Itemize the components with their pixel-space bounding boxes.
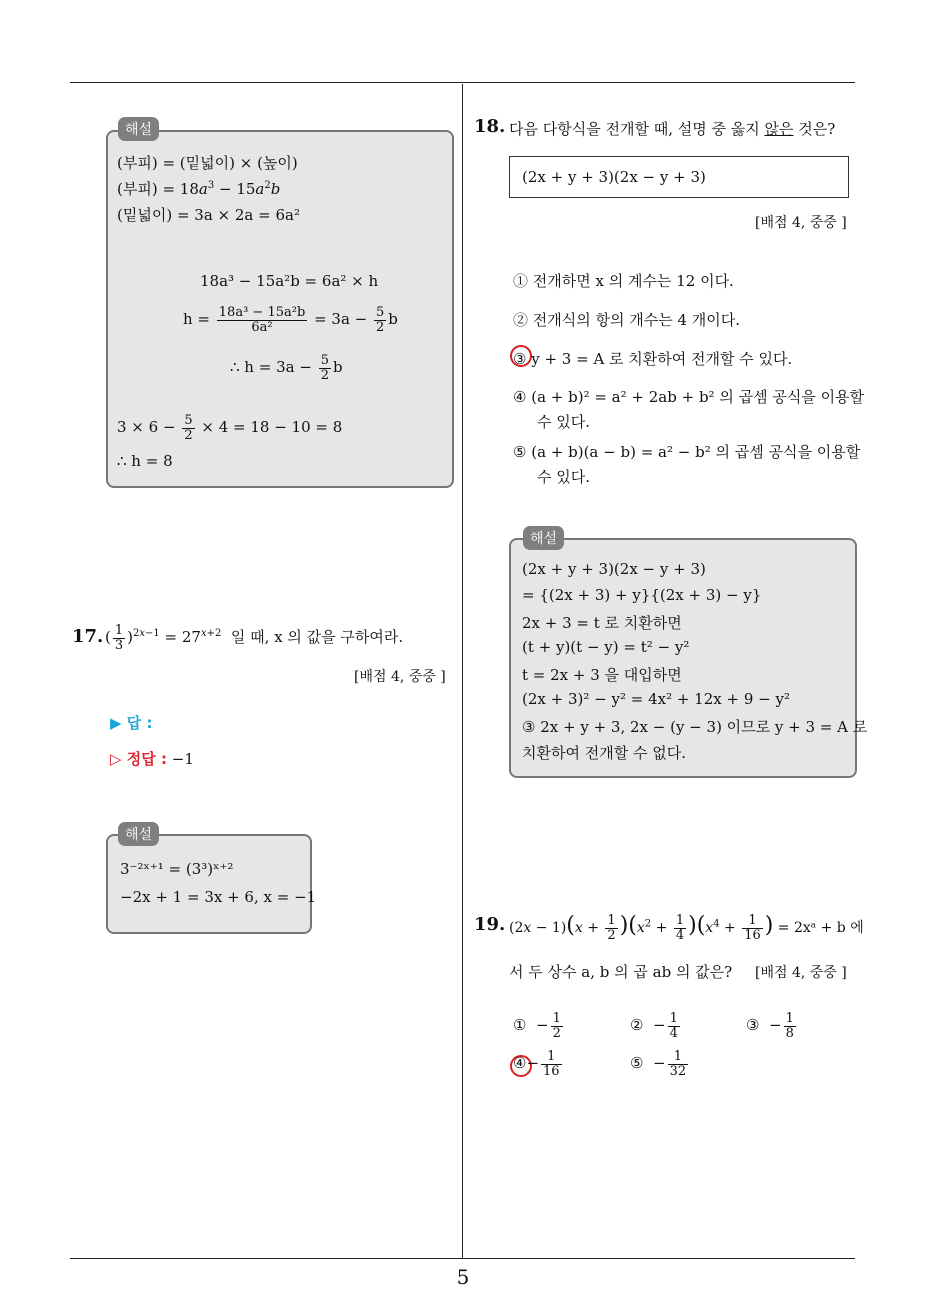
top-rule <box>70 82 855 83</box>
sol16-eq5: ∴ h = 8 <box>117 452 173 470</box>
q19-option-4[interactable]: ④− $\frac{1}{16}$ <box>513 1049 560 1079</box>
question-number: 19. <box>474 914 506 935</box>
q18-option-2[interactable]: ② 전개식의 항의 개수는 4 개이다. <box>513 311 741 329</box>
q18-score: [배점 4, 중중 ] <box>755 215 847 231</box>
sol16-eq3: ∴ h = 3a − $\frac{5}{2}$ b <box>230 353 343 383</box>
q18-option-5-cont: 수 있다. <box>537 468 591 486</box>
sol17-line2: −2x + 1 = 3x + 6, x = −1 <box>120 888 317 906</box>
q17-answer-label: ▶ 답 : <box>110 714 153 732</box>
q19-option-2[interactable]: ② − $\frac{1}{4}$ <box>630 1011 678 1041</box>
q19-option-3[interactable]: ③ − $\frac{1}{8}$ <box>746 1011 794 1041</box>
solution-tag: 해설 <box>523 526 564 550</box>
sol16-line1: (부피) = (밑넓이) × (높이) <box>117 154 298 172</box>
q17-correct-answer: ▷ 정답 : −1 <box>110 750 194 768</box>
question-number: 17. <box>72 626 104 647</box>
q17-score: [배점 4, 중중 ] <box>354 669 446 685</box>
solution-tag: 해설 <box>118 822 159 846</box>
sol16-eq1: 18a³ − 15a²b = 6a² × h <box>200 272 379 290</box>
q17-prompt: ( $\frac{1}{3}$ )$^{2x-1} = 27^{x+2}$ 일 때, x 의 값을 구하여라. <box>105 623 404 653</box>
sol18-line1: (2x + y + 3)(2x − y + 3) <box>522 560 706 578</box>
q19-option-5[interactable]: ⑤ − $\frac{1}{32}$ <box>630 1049 687 1079</box>
sol18-line2: = {(2x + 3) + y}{(2x + 3) − y} <box>522 586 762 604</box>
sol18-line4: (t + y)(t − y) = t² − y² <box>522 638 690 656</box>
sol18-line5: t = 2x + 3 을 대입하면 <box>522 666 682 684</box>
q18-option-3[interactable]: ③ y + 3 = A 로 치환하여 전개할 수 있다. <box>513 350 793 368</box>
sol16-eq4: 3 × 6 − $\frac{5}{2}$ × 4 = 18 − 10 = 8 <box>117 413 343 443</box>
sol16-line3: (밑넓이) = 3a × 2a = 6a² <box>117 206 300 224</box>
sol18-line3: 2x + 3 = t 로 치환하면 <box>522 614 682 632</box>
q19-option-1[interactable]: ① − $\frac{1}{2}$ <box>513 1011 561 1041</box>
column-divider <box>462 84 463 1258</box>
q18-option-4-cont: 수 있다. <box>537 413 591 431</box>
q18-option-4[interactable]: ④ (a + b)² = a² + 2ab + b² 의 곱셈 공식을 이용할 <box>513 388 865 406</box>
sol18-line6: (2x + 3)² − y² = 4x² + 12x + 9 − y² <box>522 690 790 708</box>
sol16-line2: (부피) = $18a^3 - 15a^2b$ <box>117 180 281 198</box>
q19-expression: (2x − 1)(x + $\frac{1}{2}$ )($x^2$ + $\frac{1}{4}$ )($x^4$ + $\frac{1}{16}$ ) = 2xᵃ + b 에 <box>509 912 864 943</box>
sol17-line1: 3⁻²ˣ⁺¹ = (3³)ˣ⁺² <box>120 860 234 878</box>
bottom-rule <box>70 1258 855 1259</box>
solution-box-17 <box>106 834 312 934</box>
q18-prompt: 다음 다항식을 전개할 때, 설명 중 옳지 않은 것은? <box>509 120 836 138</box>
sol16-eq2: h = $\frac{\text{18a³ − 15a²b}}{\text{6a²}}$ = 3a − $\frac{5}{2}$ b <box>183 305 398 335</box>
q19-score: [배점 4, 중중 ] <box>755 965 847 981</box>
question-number: 18. <box>474 116 506 137</box>
solution-tag: 해설 <box>118 117 159 141</box>
q18-option-1[interactable]: ① 전개하면 x 의 계수는 12 이다. <box>513 272 734 290</box>
q18-expression: (2x + y + 3)(2x − y + 3) <box>522 168 706 186</box>
q19-prompt-line2: 서 두 상수 a, b 의 곱 ab 의 값은? <box>509 963 733 981</box>
page-number: 5 <box>456 1265 470 1289</box>
sol18-line8: 치환하여 전개할 수 없다. <box>522 744 686 762</box>
q18-option-5[interactable]: ⑤ (a + b)(a − b) = a² − b² 의 곱셈 공식을 이용할 <box>513 443 861 461</box>
sol18-line7: ③ 2x + y + 3, 2x − (y − 3) 이므로 y + 3 = A 로 <box>522 718 868 736</box>
